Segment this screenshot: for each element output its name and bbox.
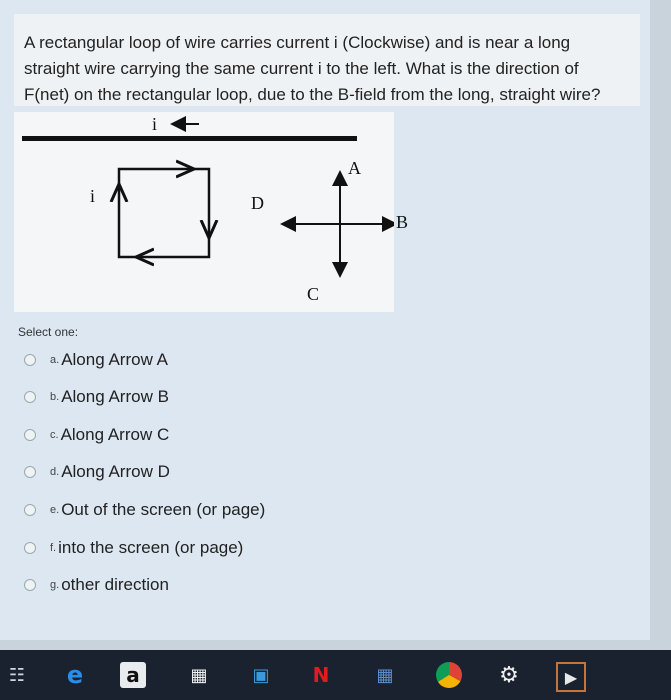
option-b[interactable]: b. Along Arrow B xyxy=(24,383,169,411)
option-f[interactable]: f. into the screen (or page) xyxy=(24,534,243,562)
option-a[interactable]: a. Along Arrow A xyxy=(24,346,168,374)
label-d: D xyxy=(251,193,264,213)
question-text: A rectangular loop of wire carries current i (Clockwise) and is near a long straight wire carrying the same current i to the left. What is the direction of F(net) on the rectangular loop, due to the B-field from the long, straight wire? xyxy=(24,33,601,104)
radio-e[interactable] xyxy=(24,504,36,516)
task-view-icon[interactable]: ☷ xyxy=(8,664,26,686)
radio-d[interactable] xyxy=(24,466,36,478)
radio-f[interactable] xyxy=(24,542,36,554)
calculator-icon[interactable]: ▦ xyxy=(376,664,394,686)
option-g[interactable]: g. other direction xyxy=(24,571,169,599)
chrome-icon[interactable] xyxy=(436,662,462,688)
store-icon[interactable]: ▦ xyxy=(190,664,208,686)
label-b: B xyxy=(396,212,409,232)
netflix-icon[interactable]: N xyxy=(312,663,330,687)
option-e[interactable]: e. Out of the screen (or page) xyxy=(24,496,265,524)
radio-a[interactable] xyxy=(24,354,36,366)
label-a: A xyxy=(348,158,361,178)
radio-b[interactable] xyxy=(24,391,36,403)
radio-g[interactable] xyxy=(24,579,36,591)
wire-current-label: i xyxy=(152,114,158,134)
physics-figure xyxy=(14,112,394,312)
edge-icon[interactable]: e xyxy=(66,661,84,689)
option-c[interactable]: c. Along Arrow C xyxy=(24,421,169,449)
long-wire xyxy=(22,136,357,141)
rectangular-loop xyxy=(119,169,209,257)
photos-icon[interactable]: ▣ xyxy=(252,664,270,686)
label-c: C xyxy=(307,284,320,304)
amazon-icon[interactable]: a xyxy=(120,662,146,688)
option-d[interactable]: d. Along Arrow D xyxy=(24,458,170,486)
settings-icon[interactable]: ⚙ xyxy=(499,662,519,688)
radio-c[interactable] xyxy=(24,429,36,441)
taskbar xyxy=(0,650,671,700)
loop-current-label: i xyxy=(90,186,96,206)
media-player-icon[interactable]: ▶ xyxy=(556,662,586,692)
select-one-label: Select one: xyxy=(18,325,79,339)
